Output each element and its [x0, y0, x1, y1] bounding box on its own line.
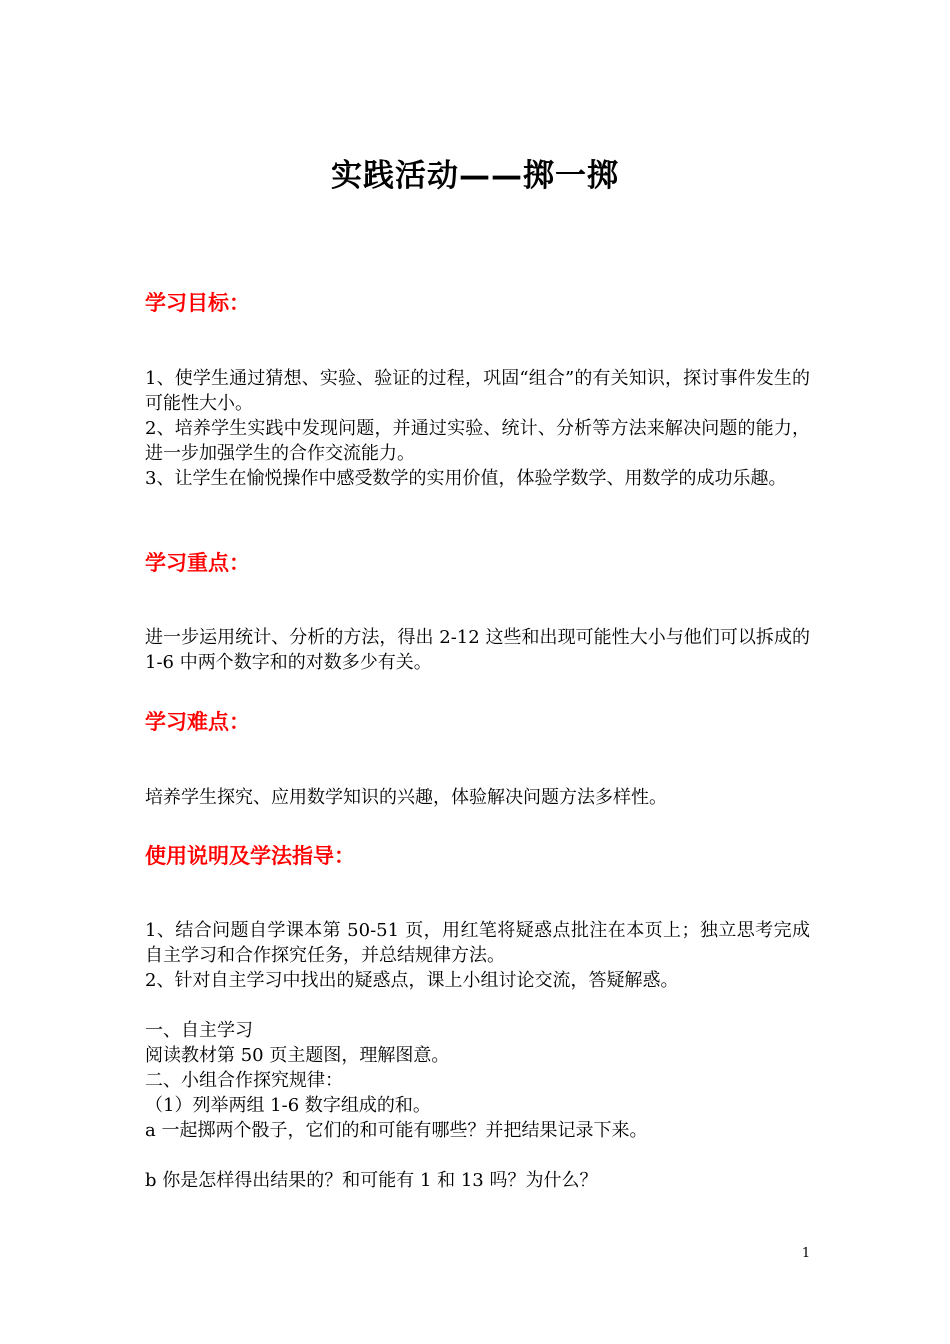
question-b — [145, 1168, 810, 1193]
activities-section — [145, 1018, 810, 1143]
activity-line-5: a 一起掷两个骰子，它们的和可能有哪些？并把结果记录下来。 — [145, 1120, 648, 1141]
difficulties-paragraph: 培养学生探究、应用数学知识的兴趣，体验解决问题方法多样性。 — [145, 787, 667, 808]
objectives-list — [145, 366, 810, 491]
activity-line-4: （1）列举两组 1-6 数字组成的和。 — [145, 1095, 431, 1116]
question-b-text: b 你是怎样得出结果的？和可能有 1 和 13 吗？为什么？ — [145, 1170, 598, 1191]
activity-line-1: 一、自主学习 — [145, 1020, 253, 1041]
page-number: 1 — [801, 1246, 811, 1261]
objective-item-2: 2、培养学生实践中发现问题，并通过实验、统计、分析等方法来解决问题的能力，进一步加强学生的合作交流能力。 — [145, 418, 810, 464]
instruction-item-2: 2、针对自主学习中找出的疑惑点，课上小组讨论交流，答疑解惑。 — [145, 970, 679, 991]
activity-line-2: 阅读教材第 50 页主题图，理解图意。 — [145, 1045, 450, 1066]
key-points-paragraph: 进一步运用统计、分析的方法，得出 2-12 这些和出现可能性大小与他们可以拆成的 1-6 中两个数字和的对数多少有关。 — [145, 627, 810, 673]
objectives-heading: 学习目标： — [145, 291, 250, 315]
instructions-list — [145, 918, 810, 993]
instruction-item-1: 1、结合问题自学课本第 50-51 页，用红笔将疑惑点批注在本页上；独立思考完成自主学习和合作探究任务，并总结规律方法。 — [145, 920, 810, 966]
objective-item-3: 3、让学生在愉悦操作中感受数学的实用价值，体验学数学、用数学的成功乐趣。 — [145, 468, 787, 489]
objective-item-1: 1、使学生通过猜想、实验、验证的过程，巩固“组合”的有关知识，探讨事件发生的可能性大小。 — [145, 368, 810, 414]
key-points-heading: 学习重点： — [145, 551, 250, 575]
instructions-heading: 使用说明及学法指导： — [145, 844, 355, 868]
activity-line-3: 二、小组合作探究规律： — [145, 1070, 343, 1091]
difficulties-heading: 学习难点： — [145, 710, 250, 734]
page-title: 实践活动——掷一掷 — [331, 158, 619, 194]
difficulties-text — [145, 785, 810, 810]
key-points-text — [145, 625, 810, 675]
